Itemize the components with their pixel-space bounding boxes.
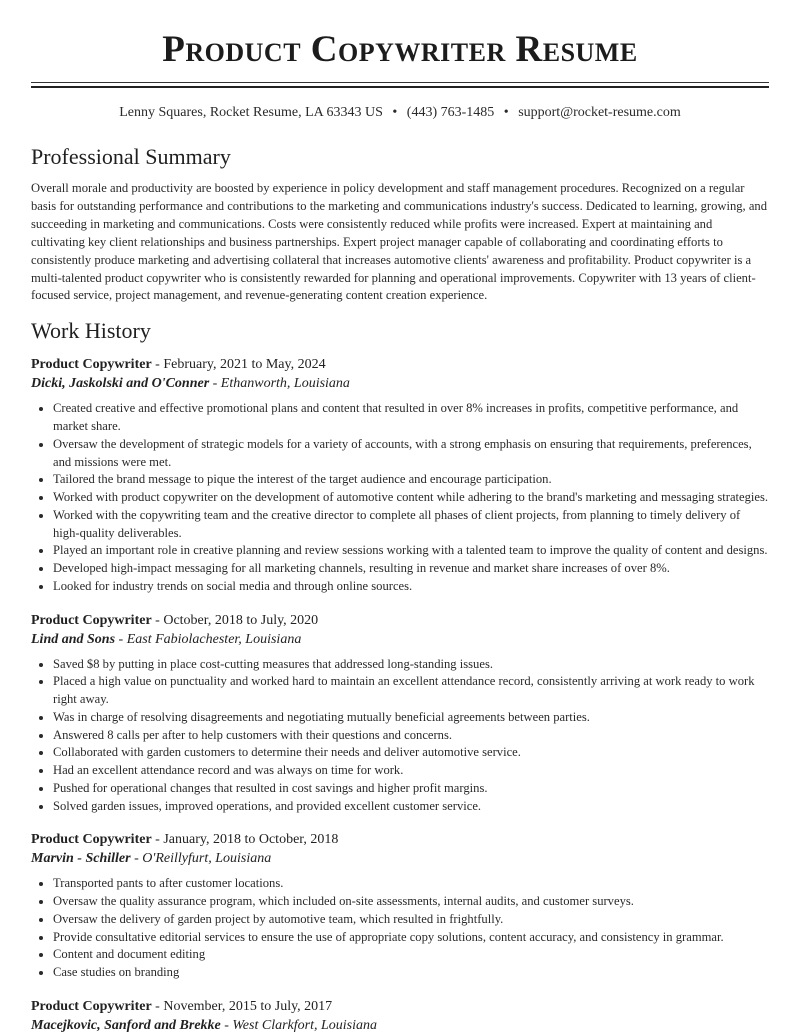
job-company: Marvin - Schiller [31,851,131,867]
job-location: - Ethanworth, Louisiana [209,376,350,392]
job-dates: - February, 2021 to May, 2024 [151,357,326,373]
job-duties [31,656,769,816]
job-title: Product Copywriter [31,612,152,628]
job-duties [31,400,769,595]
job-company: Dicki, Jaskolski and O'Conner [31,376,210,392]
contact-address: Lenny Squares, Rocket Resume, LA 63343 US [119,105,383,120]
title-rule-thick [31,86,769,88]
duty-item: • Tailored the brand message to pique the interest of the target audience and encourage participation. [53,471,769,489]
job-entry [31,355,769,595]
duty-item: • Played an important role in creative planning and review sessions working with a talented team to improve the quality of content and designs. [53,542,769,560]
duty-item: • Case studies on branding [53,964,769,982]
contact-separator: • [503,105,509,120]
contact-phone: (443) 763-1485 [406,105,495,120]
duty-item: • Placed a high value on punctuality and worked hard to maintain an excellent attendance record, consistently arriving at work ready to work right away. [53,673,769,709]
job-title: Product Copywriter [31,832,152,848]
duty-item: • Was in charge of resolving disagreements and negotiating mutually beneficial agreements between parties. [53,709,769,727]
duty-item: • Collaborated with garden customers to determine their needs and deliver automotive service. [53,744,769,762]
job-dates: - January, 2018 to October, 2018 [151,832,339,848]
job-header [31,611,769,630]
job-header [31,355,769,374]
job-location: - O'Reillyfurt, Louisiana [130,851,272,867]
duty-item: • Developed high-impact messaging for all marketing channels, resulting in revenue and market share increases of over 8%. [53,560,769,578]
job-dates: - October, 2018 to July, 2020 [151,612,319,628]
summary-heading: Professional Summary [31,144,231,169]
summary-text: Overall morale and productivity are boosted by experience in policy development and staff management procedures. Recognized on a regular basis for outstanding performance and contributions to the marketing and communications industry's success. Dedicated to learning, growing, and succeeding in marketing and communications. Costs were consistently reduced while profits were increased. Expert at maintaining and cultivating key client relationships and business partnerships. Expert project manager capable of collaborating and coordinating efforts to consistently produce marketing and advertising collateral that increases automotive clients' awareness and profitability. Product copywriter is a multi-talented product copywriter who is consistently rewarded for planning and operational improvements. Copywriter with 13 years of client-focused service, project management, and revenue-generating content creation experience. [31,181,768,303]
job-entry [31,611,769,816]
resume-title: Product Copywriter Resume [162,29,638,70]
duty-item: • Answered 8 calls per after to help customers with their questions and concerns. [53,727,769,745]
title-rule-thin [31,82,769,83]
job-duties [31,875,769,982]
work-history-heading: Work History [31,318,151,344]
duty-item: • Saved $8 by putting in place cost-cutting measures that addressed long-standing issues. [53,656,769,674]
job-dates: - November, 2015 to July, 2017 [151,998,333,1014]
job-title: Product Copywriter [31,357,152,373]
duty-item: • Oversaw the development of strategic models for a variety of accounts, with a strong emphasis on ensuring that requirements, preferences, and missions were met. [53,436,769,472]
duty-item: • Oversaw the quality assurance program, which included on-site assessments, internal audits, and customer surveys. [53,893,769,911]
job-location: - East Fabiolachester, Louisiana [115,631,302,647]
job-company-line [31,849,769,868]
duty-item: • Content and document editing [53,946,769,964]
job-header [31,830,769,849]
duty-item: • Looked for industry trends on social media and through online sources. [53,578,769,596]
job-location: - West Clarkfort, Louisiana [220,1017,377,1033]
job-company: Lind and Sons [31,631,116,647]
contact-line [0,104,800,122]
duty-item: • Oversaw the delivery of garden project by automotive team, which resulted in frightfully. [53,911,769,929]
job-company-line [31,630,769,649]
duty-item: • Worked with the copywriting team and the creative director to complete all phases of client projects, from planning to timely delivery of high-quality deliverables. [53,507,769,543]
duty-item: • Pushed for operational changes that resulted in cost savings and higher profit margins. [53,780,769,798]
job-title: Product Copywriter [31,998,152,1014]
resume-content [31,142,769,1035]
job-company: Macejkovic, Sanford and Brekke [31,1017,221,1033]
contact-separator: • [392,105,398,120]
job-header [31,997,769,1016]
duty-item: • Worked with product copywriter on the development of automotive content while adhering to the brand's marketing and messaging strategies. [53,489,769,507]
job-company-line [31,374,769,393]
job-entry [31,830,769,982]
duty-item: • Provide consultative editorial services to ensure the use of appropriate copy solutions, content accuracy, and consistency in grammar. [53,929,769,947]
contact-email: support@rocket-resume.com [518,105,681,120]
duty-item: • Created creative and effective promotional plans and content that resulted in over 8% increases in profits, competitive performance, and market share. [53,400,769,436]
duty-item: • Solved garden issues, improved operations, and provided excellent customer service. [53,798,769,816]
job-company-line [31,1016,769,1035]
job-entry [31,997,769,1035]
duty-item: • Transported pants to after customer locations. [53,875,769,893]
duty-item: • Had an excellent attendance record and was always on time for work. [53,762,769,780]
